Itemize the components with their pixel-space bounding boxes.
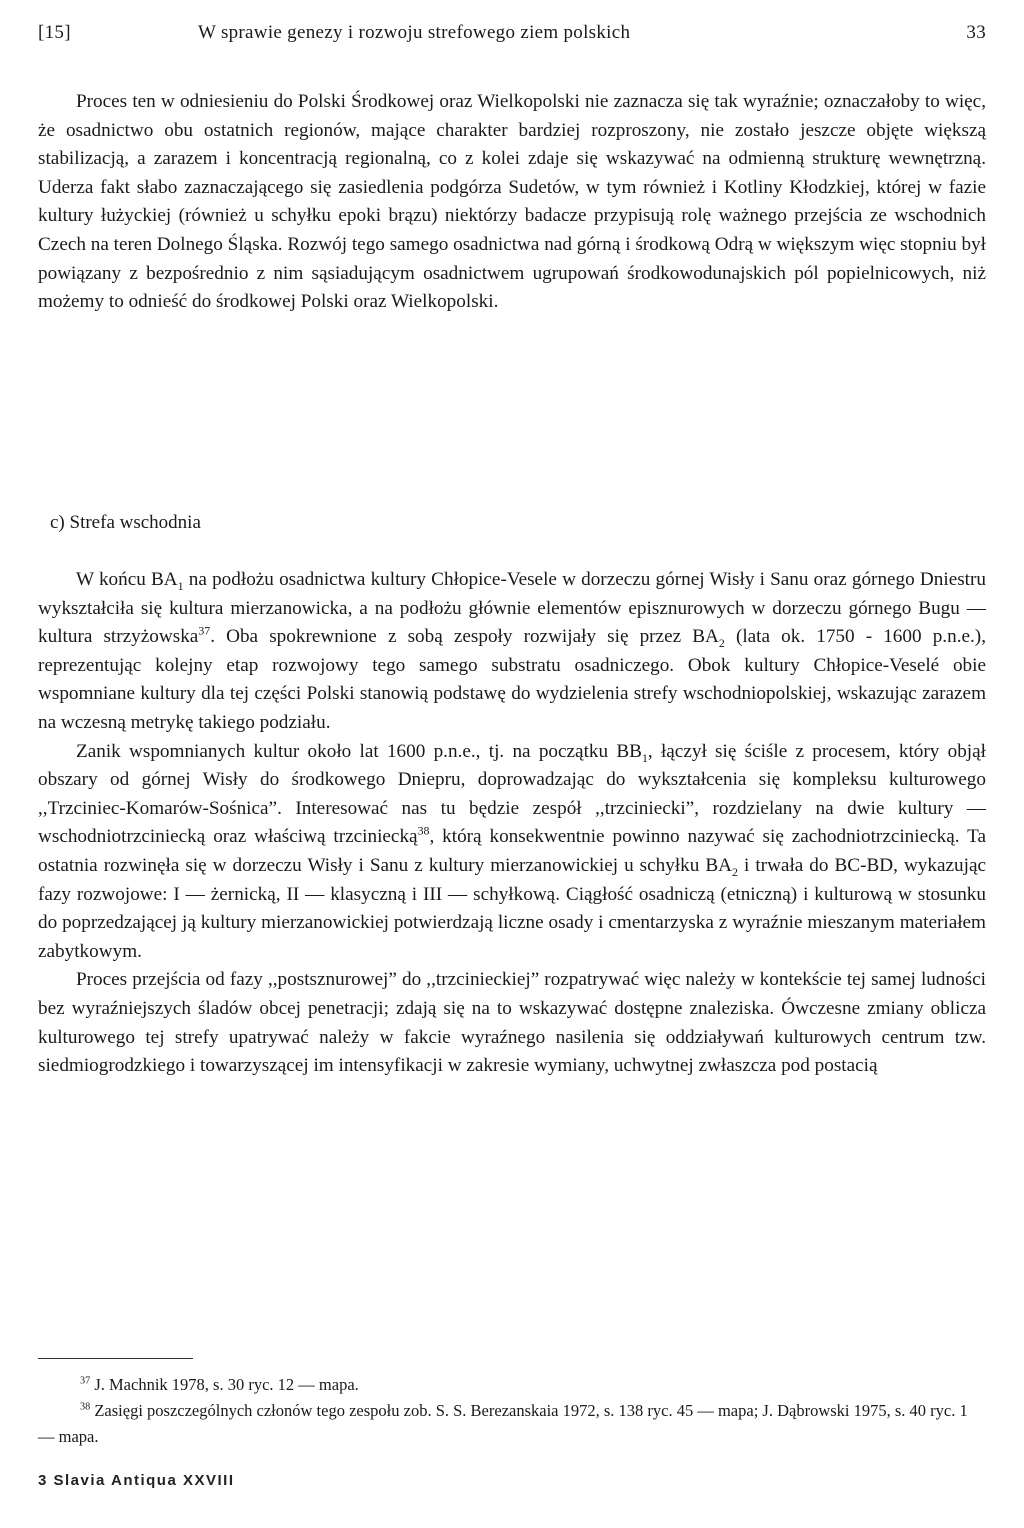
paragraph-2: [38, 566, 986, 738]
text-run: W końcu BA: [76, 569, 178, 590]
paragraph-3: [38, 738, 986, 967]
text-run: i trwała do BC-BD, wykazując fazy rozwojowe: I — żernicką, II — klasyczną i III — schyłkową. Ciągłość osadniczą (etniczną) i kulturową w stosunku do poprzedzającej ją kultury mierzanowickiej potwierdzają liczne osady i cmentarzyska z wyraźnie mieszanym materiałem zabytkowym.: [38, 854, 986, 962]
footnote-37: [38, 1372, 986, 1398]
footnote-text: J. Machnik 1978, s. 30 ryc. 12 — mapa.: [90, 1375, 359, 1394]
page-number: 33: [966, 22, 986, 43]
text-run: . Oba spokrewnione z sobą zespoły rozwijały się przez BA: [210, 626, 719, 648]
header-title: W sprawie genezy i rozwoju strefowego ziem polskich: [198, 22, 631, 43]
footnote-number: 38: [80, 1401, 91, 1413]
paragraph-4: [38, 966, 986, 1080]
section-heading: c) Strefa wschodnia: [50, 512, 201, 533]
footnote-text: Zasięgi poszczególnych członów tego zespołu zob. S. S. Berezanskaia 1972, s. 138 ryc. 45 — mapa; J. Dąbrowski 1975, s. 40 ryc. 1 — mapa.: [38, 1401, 968, 1446]
body-text-top: [38, 88, 986, 317]
text-run: , łączył się ściśle z procesem, który objął obszary od górnej Wisły do środkowego Dniepru, doprowadzając do wykształcenia się kompleksu kulturowego ,,Trzciniec-Komarów-Sośnica”. Interesować nas tu będzie zespół ,,trzciniecki”, rozdzielany na dwie kultury — wschodniotrzciniecką oraz właściwą trzciniecką: [38, 740, 986, 848]
paragraph-1: [38, 88, 986, 317]
text-run: (lata ok. 1750 - 1600 p.n.e.), reprezentując kolejny etap rozwojowy tego samego substratu osadniczego. Obok kultury Chłopice-Veselé obie wspomniane kultury dla tej części Polski stanowią podstawę do wydzielenia strefy wschodniopolskiej, wskazując zarazem na wczesną metrykę takiego podziału.: [38, 626, 986, 733]
text-run: na podłożu osadnictwa kultury Chłopice-Vesele w dorzeczu górnej Wisły i Sanu oraz górnego Dniestru wykształciła się kultura mierzanowicka, a na podłożu głównie elementów episznurowych w dorzeczu górnego Bugu — kultura strzyżowska: [38, 569, 986, 648]
subscript: 1: [641, 750, 648, 765]
text-run: Zanik wspomnianych kultur około lat 1600 p.n.e., tj. na początku BB: [76, 740, 642, 762]
header-section-number: [15]: [38, 22, 71, 43]
signature-mark: 3 Slavia Antiqua XXVIII: [38, 1472, 235, 1489]
footnote-number: 37: [80, 1375, 91, 1387]
footnote-ref-37[interactable]: 37: [198, 623, 211, 638]
subscript: 2: [718, 636, 725, 651]
footnote-divider: [38, 1358, 193, 1359]
footnote-ref-38[interactable]: 38: [417, 823, 430, 838]
text-run: Proces przejścia od fazy ,,postsznurowej” do ,,trzcinieckiej” rozpatrywać więc należy w kontekście tej samej ludności bez wyraźniejszych śladów obcej penetracji; zdają się na to wskazywać dostępne znaleziska. Ówczesne zmiany oblicza kulturowego tej strefy upatrywać należy w fakcie wyraźnego nasilenia się oddziaływań kulturowych centrum tzw. siedmiogrodzkiego i towarzyszącej im intensyfikacji w zakresie wymiany, uchwytnej zwłaszcza pod postacią: [38, 969, 986, 1077]
footnotes: [38, 1372, 986, 1450]
text-run: , którą konsekwentnie powinno nazywać się zachodniotrzciniecką. Ta ostatnia rozwinęła się w dorzeczu Wisły i Sanu z kultury mierzanowickiej u schyłku BA: [38, 826, 986, 876]
body-text-main: [38, 566, 986, 1081]
running-header: [38, 22, 986, 52]
paragraph-1-text: Proces ten w odniesieniu do Polski Środkowej oraz Wielkopolski nie zaznacza się tak wyraźnie; oznaczałoby to więc, że osadnictwo obu ostatnich regionów, mające charakter bardziej rozproszony, nie zostało jeszcze objęte większą stabilizacją, a zarazem i koncentracją regionalną, co z kolei zdaje się wskazywać na odmienną strukturę wewnętrzną. Uderza fakt słabo zaznaczającego się zasiedlenia podgórza Sudetów, w tym również i Kotliny Kłodzkiej, której w fazie kultury łużyckiej (również u schyłku epoki brązu) niektórzy badacze przypisują rolę ważnego przejścia ze wschodnich Czech na teren Dolnego Śląska. Rozwój tego samego osadnictwa nad górną i środkową Odrą w większym więc stopniu był powiązany z bezpośrednio z nim sąsiadującym osadnictwem ugrupowań środkowodunajskich pól popielnicowych, niż możemy to odnieść do środkowej Polski oraz Wielkopolski.: [38, 91, 986, 313]
subscript: 2: [732, 864, 738, 879]
footnote-38: [38, 1398, 986, 1450]
subscript: 1: [177, 578, 184, 593]
